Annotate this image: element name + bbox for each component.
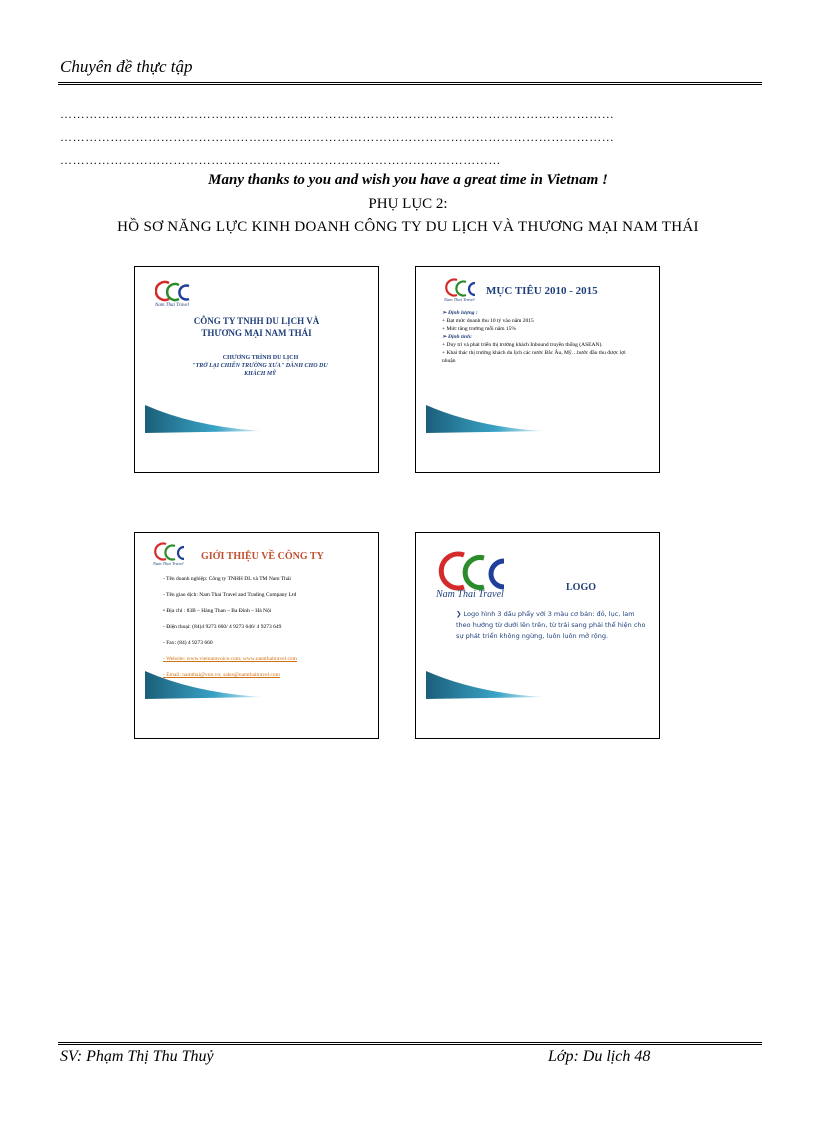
logo-text: Nam Thai Travel [436, 589, 504, 600]
list-item: + Duy trì và phát triển thị trường khách Inbound truyền thống (ASEAN). [442, 342, 603, 348]
slide-1-title-line2: THƯƠNG MẠI NAM THÁI [201, 328, 312, 338]
slide-1 [134, 266, 379, 473]
slide-wedge-graphic [426, 671, 544, 699]
slide-wedge-graphic [145, 405, 263, 433]
list-item[interactable]: - Email: namthai@vnn.vn; sales@namthaitravel.com [163, 672, 280, 678]
thanks-line: Many thanks to you and wish you have a great time in Vietnam ! [208, 172, 608, 188]
slide-4-title: LOGO [566, 582, 597, 593]
list-item: - Điện thoại: (84)4 9273 660/ 4 9273 646/ 4 9273 649 [163, 624, 282, 630]
slide-1-title-line1: CÔNG TY TNHH DU LỊCH VÀ [193, 316, 320, 326]
footer-rule [58, 1042, 762, 1045]
slide-3 [134, 532, 379, 739]
slide-2 [415, 266, 660, 473]
slide-wedge-graphic [426, 405, 544, 433]
slide-3-title: GIỚI THIỆU VỀ CÔNG TY [201, 551, 324, 562]
slide-2-list [442, 309, 637, 365]
slide-4-text: ❯ Logo hình 3 dấu phẩy với 3 màu cơ bản: đỏ, lục, lam theo hướng từ dưới lên trên, từ trái sang phải thể hiện cho sự phát triển không ngừng, luôn luôn mở rộng. [456, 610, 646, 640]
list-item: + Đạt mức doanh thu 10 tỷ vào năm 2015 [442, 318, 534, 324]
appendix-label: PHỤ LỤC 2: [368, 196, 448, 212]
list-item: ➢ Định tính: [442, 334, 472, 340]
logo-text: Nam Thai Travel [444, 297, 475, 302]
nam-thai-logo-icon [438, 549, 518, 593]
dotted-line-1: …………………………………………………………………………………………………………………… [60, 107, 615, 121]
footer-student: SV: Phạm Thị Thu Thuỷ [60, 1048, 214, 1065]
logo-text: Nam Thai Travel [155, 303, 189, 308]
header-rule [58, 82, 762, 85]
slide-1-subtitle: CHƯƠNG TRÌNH DU LỊCH [222, 355, 299, 361]
list-item: • Địa chỉ : 83B – Hàng Than – Ba Đình – Hà Nội [163, 608, 272, 614]
slide-1-subtitle-line3: KHÁCH MỸ [244, 371, 276, 377]
dotted-line-3: …………………………………………………………………………………………… [60, 153, 501, 167]
slide-2-title: MỤC TIÊU 2010 - 2015 [486, 285, 598, 297]
slide-1-subtitle-line2: "TRỞ LẠI CHIẾN TRƯỜNG XƯA" DÀNH CHO DU [192, 363, 328, 369]
footer-class: Lớp: Du lịch 48 [548, 1048, 651, 1065]
slide-1-subtitle-2 [165, 362, 355, 378]
header-title: Chuyên đề thực tập [60, 57, 193, 76]
slide-wedge-graphic [145, 671, 263, 699]
nam-thai-logo-icon [444, 277, 480, 299]
list-item: - Tên doanh nghiệp: Công ty TNHH DL và TM Nam Thái [163, 576, 291, 582]
dotted-line-2: …………………………………………………………………………………………………………………… [60, 130, 615, 144]
slide-1-title [135, 315, 378, 339]
nam-thai-logo-icon [153, 541, 189, 563]
list-item: + Mức tăng trưởng mỗi năm 15% [442, 326, 516, 332]
appendix-title: HỒ SƠ NĂNG LỰC KINH DOANH CÔNG TY DU LỊCH VÀ THƯƠNG MẠI NAM THÁI [117, 219, 699, 235]
list-item[interactable]: - Website: www.vietnamvoice.com; www.namthaitravel.com [163, 656, 297, 662]
nam-thai-logo-icon [155, 279, 195, 303]
logo-text: Nam Thai Travel [153, 561, 184, 566]
list-item: + Khai thác thị trường khách du lịch các nước Bắc Âu, Mỹ…bước đầu thu được lợi nhuận [442, 350, 626, 364]
list-item: ➢ Định lượng : [442, 310, 478, 316]
slide-4 [415, 532, 660, 739]
list-item: - Fax: (84) 4 9273 660 [163, 640, 213, 646]
list-item: - Tên giao dịch: Nam Thai Travel and Trading Company Ltd [163, 592, 297, 598]
